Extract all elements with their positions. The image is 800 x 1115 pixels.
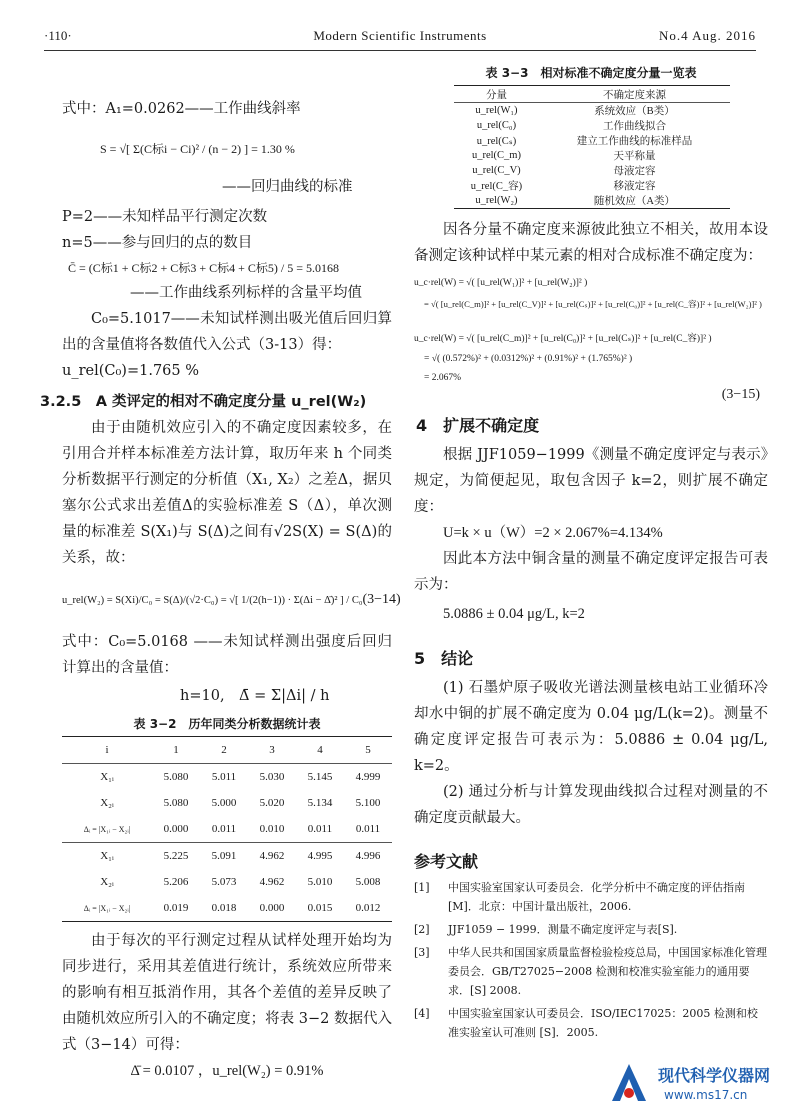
cbar-desc: ——工作曲线系列标样的含量平均值 [130, 285, 362, 301]
section-4-paragraph-b: 因此本方法中铜含量的测量不确定度评定报告可表示为： [414, 551, 768, 593]
table-cell: 0.015 [296, 895, 344, 922]
expanded-u-line: U=k × u（W）=2 × 2.067%=4.134% [443, 525, 663, 541]
c0-note: 式中：C₀=5.0168 ——未知试样测出强度后回归计算出的含量值： [62, 634, 392, 676]
table-cell: 5.145 [307, 771, 333, 783]
table-row [454, 133, 730, 148]
reference-item [414, 878, 768, 916]
reference-number: [2] [414, 923, 430, 936]
table-cell: X₁ᵢ [100, 771, 114, 783]
table-3-3-caption: 表 3−3 相对标准不确定度分量一览表 [485, 66, 697, 80]
report-line: 5.0886 ± 0.04 μg/L, k=2 [443, 606, 585, 622]
table-cell: X₁ᵢ [62, 843, 152, 870]
table-3-2-caption: 表 3−2 历年同类分析数据统计表 [133, 717, 321, 731]
table-header-row [62, 737, 392, 764]
table-cell: 不确定度来源 [539, 86, 730, 103]
independence-paragraph: 因各分量不确定度来源彼此独立不相关，故用本设备测定该种试样中某元素的相对合成标准不确定度为： [414, 222, 768, 264]
table-cell: 5.073 [211, 876, 237, 888]
equation-3-14 [62, 571, 401, 629]
table-cell: 母液定容 [613, 166, 656, 177]
table-cell: 4.962 [259, 876, 285, 888]
table-cell: 5.206 [163, 876, 189, 888]
conclusion-1: (1) 石墨炉原子吸收光谱法测量核电站工业循环冷却水中铜的扩展不确定度为 0.04 μg/L(k=2)。测量不确定度评定报告可表示为：5.0886 ± 0.04 μg/L, k=2。 [414, 680, 768, 774]
reference-item [414, 1004, 768, 1042]
table-cell: 随机效应（A类） [539, 193, 730, 209]
table-cell: 4.996 [344, 843, 392, 870]
table-row [454, 103, 730, 119]
table-row [62, 843, 392, 870]
table-row [454, 178, 730, 193]
table-cell: u_rel(W₁) [475, 105, 518, 116]
table-cell: 0.010 [259, 823, 285, 835]
journal-title: Modern Scientific Instruments [313, 28, 487, 43]
conclusion-2: (2) 通过分析与计算发现曲线拟合过程对测量的不确定度贡献最大。 [414, 784, 768, 826]
table-cell: 0.000 [163, 823, 189, 835]
header-rule [44, 50, 756, 51]
table-cell: u_rel(C_m) [471, 150, 521, 161]
page-header [44, 28, 756, 46]
table-cell: 工作曲线拟合 [602, 121, 666, 132]
table-cell: 分量 [454, 86, 539, 103]
table-cell: 5.000 [211, 797, 237, 809]
result-line: Δ̄ = 0.0107 ，u_rel(W₂) = 0.91% [130, 1063, 324, 1079]
table-row [454, 148, 730, 163]
cbar-formula: C̄ = (C标1 + C标2 + C标3 + C标4 + C标5) / 5 = 5.0168 [68, 261, 339, 275]
eq315-number: (3−15) [721, 387, 760, 402]
table-row [454, 193, 730, 209]
eq-b3: = 2.067% [424, 373, 462, 383]
table-cell: Δᵢ = |X₁ᵢ − X₂ᵢ| [62, 895, 152, 922]
table-cell: 4.999 [355, 771, 381, 783]
table-cell: 5 [344, 737, 392, 764]
table-cell: i [62, 737, 152, 764]
site-name: 现代科学仪器网 [658, 1066, 771, 1085]
table-cell: 移液定容 [613, 181, 656, 192]
reference-number: [1] [414, 881, 430, 894]
table-cell: 4.995 [296, 843, 344, 870]
section-4-heading: 4 扩展不确定度 [416, 416, 540, 435]
site-logo-icon [606, 1061, 652, 1107]
reference-text: JJF1059 − 1999．测量不确定度评定与表[S]. [448, 923, 678, 936]
table-cell: u_rel(C_V) [472, 165, 521, 176]
h-line: h=10, Δ̄ = Σ|Δi| / h [180, 688, 330, 704]
eq-a1: u_c·rel(W) = √( [u_rel(W₁)]² + [u_rel(W₂)]² ) [414, 278, 588, 288]
eq-b1: u_c·rel(W) = √( [u_rel(C_m)]² + [u_rel(C₀)]² + [u_rel(Cₛ)]² + [u_rel(C_容)]² ) [414, 334, 712, 344]
table-cell: 5.080 [163, 797, 189, 809]
table-cell: X₂ᵢ [100, 797, 114, 809]
site-url: www.ms17.cn [664, 1088, 748, 1102]
table-cell: 4.962 [248, 843, 296, 870]
reference-number: [4] [414, 1007, 430, 1020]
reference-item [414, 920, 768, 939]
table-row [62, 895, 392, 922]
table-cell: Δᵢ = |X₁ᵢ − X₂ᵢ| [83, 824, 131, 834]
table-cell: u_rel(W₂) [454, 193, 539, 209]
c0-paragraph: C₀=5.1017——未知试样测出吸光值后回归算出的含量值将各数值代入公式（3-13）得： [62, 311, 392, 353]
references-list [414, 878, 768, 1042]
right-column [414, 60, 768, 1046]
table-row [62, 790, 392, 816]
table-cell: 0.018 [200, 895, 248, 922]
table-row [62, 764, 392, 791]
site-watermark [606, 1055, 786, 1109]
p-line: P=2——未知样品平行测定次数 [62, 209, 268, 225]
table-cell: 5.100 [355, 797, 381, 809]
table-cell: 系统效应（B类） [594, 106, 675, 117]
table-cell: u_rel(C₀) [476, 120, 517, 131]
section-4-paragraph: 根据 JJF1059−1999《测量不确定度评定与表示》规定，为简便起见，取包含因子 k=2，则扩展不确定度： [414, 447, 768, 515]
left-column [40, 60, 401, 1084]
table-cell: X₂ᵢ [100, 876, 114, 888]
table-cell: 0.011 [355, 823, 381, 835]
table-cell: 3 [248, 737, 296, 764]
table-cell: 5.134 [307, 797, 333, 809]
references-heading: 参考文献 [414, 852, 479, 871]
section-5-heading: 5 结论 [414, 649, 474, 668]
table-cell: 0.011 [307, 823, 333, 835]
table-cell: 0.012 [344, 895, 392, 922]
eq-b2: = √( (0.572%)² + (0.0312%)² + (0.91%)² + (1.765%)² ) [424, 354, 633, 364]
reference-item [414, 943, 768, 1000]
table-cell: 5.011 [211, 771, 237, 783]
table-cell: 天平称量 [613, 151, 656, 162]
eq314-number: (3−14) [362, 592, 401, 607]
table-cell: u_rel(C_容) [470, 181, 523, 192]
urel-c0: u_rel(C₀)=1.765 % [62, 363, 200, 379]
section-3-2-5-paragraph: 由于由随机效应引入的不确定度因素较多，在引用合并样本标准差方法计算，取历年来 h 个同类分析数据平行测定的分析值（X₁, X₂）之差Δ，据贝塞尔公式求出差值Δ的实验标准差 S（Δ），单次测量的标准差 S(X₁)与 S(Δ)之间有√2S(X) = S(Δ)的关系，故： [62, 420, 392, 566]
reference-number: [3] [414, 946, 430, 959]
n-line: n=5——参与回归的点的数目 [62, 235, 253, 251]
s-desc: ——回归曲线的标准 [222, 179, 353, 195]
table-cell: 0.019 [152, 895, 200, 922]
table-header-row [454, 86, 730, 103]
issue-info: No.4 Aug. 2016 [658, 28, 756, 43]
table-cell: 0.000 [248, 895, 296, 922]
table-cell: 建立工作曲线的标准样品 [576, 136, 693, 147]
paragraph-after-table: 由于每次的平行测定过程从试样处理开始均为同步进行，采用其差值进行统计，系统效应所带来的影响有相互抵消作用，其各个差值的差异反映了由随机效应所引入的不确定度；将表 3−2 数据代入式（3−14）可得： [62, 933, 392, 1053]
table-cell: 2 [200, 737, 248, 764]
reference-text: 中华人民共和国国家质量监督检验检疫总局，中国国家标准化管理委员会．GB/T27025−2008 检测和校准实验室能力的通用要求．[S] 2008. [448, 946, 767, 997]
eq314-formula: u_rel(W₂) = S(Xi)/C₀ = S(Δ)/(√2·C₀) = √[ 1/(2(h−1)) · Σ(Δi − Δ̄)² ] / C₀ [62, 594, 363, 606]
table-3-2 [62, 736, 392, 922]
table-cell: 5.091 [200, 843, 248, 870]
table-cell: 5.020 [259, 797, 285, 809]
page-number: ·110· [44, 28, 72, 43]
a1-line: 式中：A₁=0.0262——工作曲线斜率 [62, 101, 301, 117]
table-cell: 5.010 [307, 876, 333, 888]
section-3-2-5-heading: 3.2.5 A 类评定的相对不确定度分量 u_rel(W₂) [40, 394, 367, 410]
table-cell: 0.011 [211, 823, 237, 835]
table-row [454, 163, 730, 178]
table-row [62, 816, 392, 843]
table-cell: u_rel(Cₛ) [476, 135, 517, 147]
reference-text: 中国实验室国家认可委员会．化学分析中不确定度的评估指南[M]．北京：中国计量出版社，2006. [448, 881, 745, 913]
table-cell: 4 [296, 737, 344, 764]
eq-a2: = √( [u_rel(C_m)]² + [u_rel(C_V)]² + [u_rel(Cₛ)]² + [u_rel(C₀)]² + [u_rel(C_容)]² + [u_rel(W₂)]² ) [424, 299, 762, 309]
table-cell: 1 [152, 737, 200, 764]
table-3-3 [454, 85, 730, 209]
table-cell: 5.080 [163, 771, 189, 783]
s-formula: S = √[ Σ(C标i − Ci)² / (n − 2) ] = 1.30 % [100, 142, 295, 156]
table-row [454, 118, 730, 133]
table-cell: 5.225 [152, 843, 200, 870]
table-cell: 5.030 [259, 771, 285, 783]
reference-text: 中国实验室国家认可委员会．ISO/IEC17025：2005 检测和校准实验室认可准则 [S]．2005. [448, 1007, 758, 1039]
table-cell: 5.008 [355, 876, 381, 888]
table-row [62, 869, 392, 895]
s-formula-block [62, 122, 392, 174]
